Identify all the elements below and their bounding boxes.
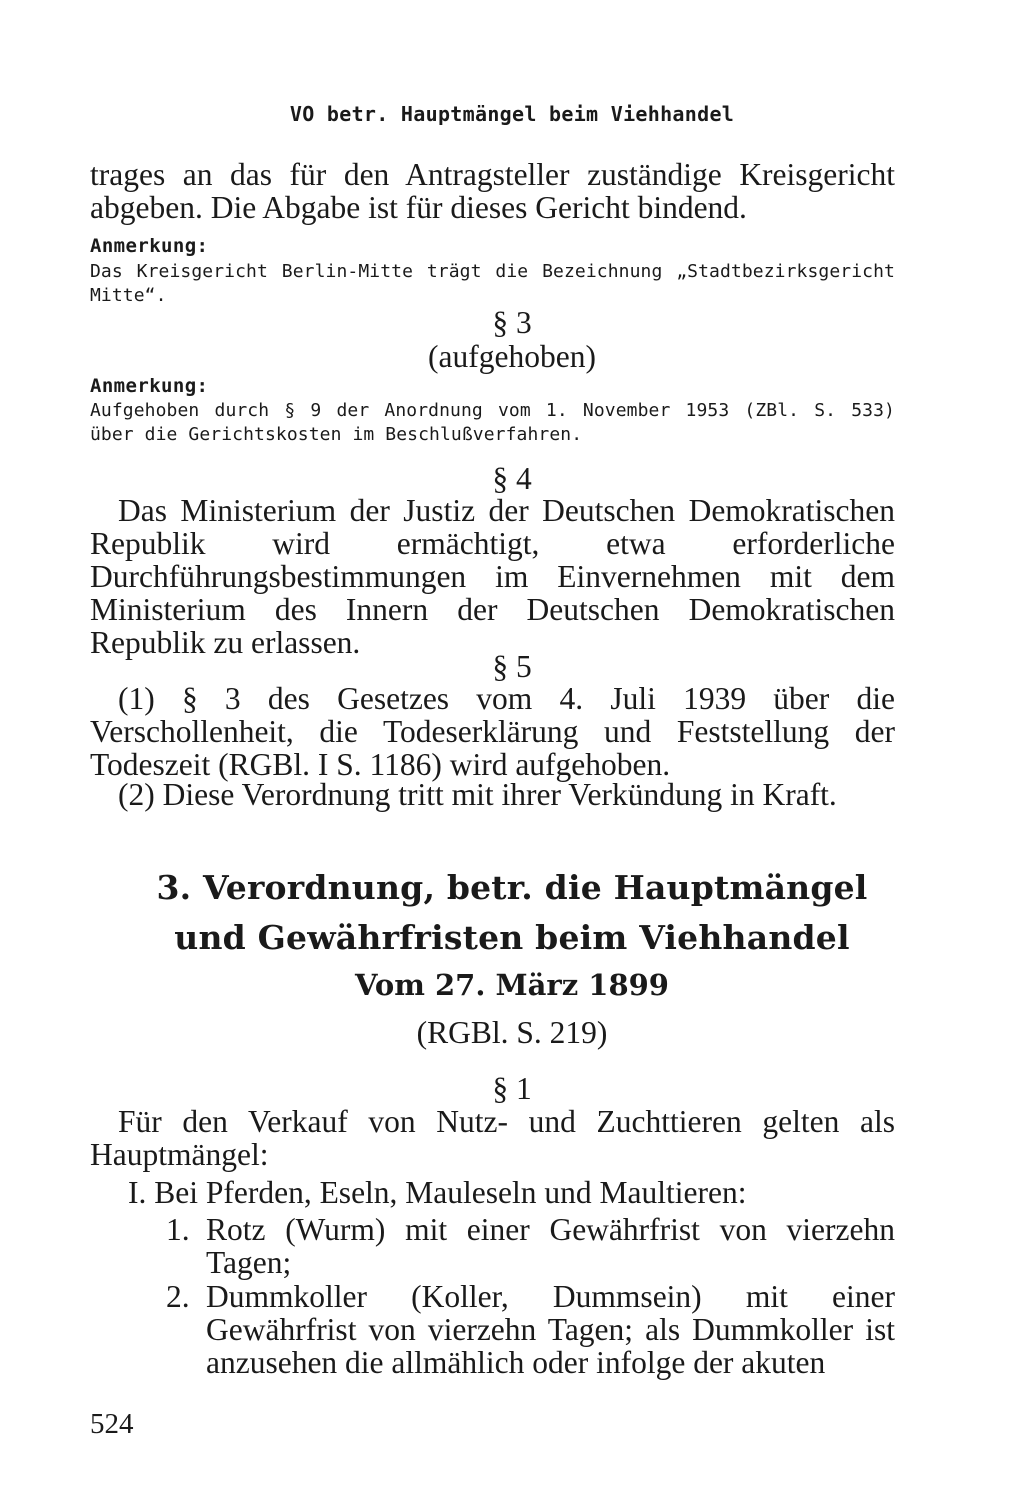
ordinance-date: Vom 27. März 1899 [355,968,669,1002]
section-3-note-text: Aufgehoben durch § 9 der Anordnung vom 1. November 1953 (ZBl. S. 533) über die Gerichtskosten im Beschlußverfahren. [90,400,895,445]
section-3-status: (aufgehoben) [428,339,596,374]
page-number: 524 [90,1408,134,1440]
list-item-number: 1. [166,1212,190,1247]
list-item [168,1280,895,1379]
ordinance-section-1-number: § 1 [492,1071,532,1106]
ordinance-section-1-intro: Für den Verkauf von Nutz- und Zuchttieren gelten als Hauptmängel: [90,1104,895,1172]
list-item [168,1213,895,1279]
section-4-number: § 4 [492,461,532,496]
section-5-paragraph-2: (2) Diese Verordnung tritt mit ihrer Verkündung in Kraft. [118,777,837,812]
continuation-paragraph: trages an das für den Antragsteller zuständige Kreisgericht abgeben. Die Abgabe ist für dieses Gericht bindend. [90,157,895,225]
ordinance-title-line-1: 3. Verordnung, betr. die Hauptmängel [156,868,868,907]
note-text: Das Kreisgericht Berlin-Mitte trägt die Bezeichnung „Stadtbezirksgericht Mitte“. [90,261,895,306]
section-5-paragraph-1: (1) § 3 des Gesetzes vom 4. Juli 1939 über die Verschollenheit, die Todeserklärung und Feststellung der Todeszeit (RGBl. I S. 1186) wird aufgehoben. [90,681,895,782]
section-4-text: Das Ministerium der Justiz der Deutschen Demokratischen Republik wird ermächtigt, etwa erforderliche Durchführungsbestimmungen im Einvernehmen mit dem Ministerium des Innern der Deutschen Demokratischen Republik zu erlassen. [90,493,895,660]
note-label: Anmerkung: [90,235,209,257]
section-3-number: § 3 [492,305,532,340]
list-item-text: Dummkoller (Koller, Dummsein) mit einer Gewährfrist von vierzehn Tagen; als Dummkoller ist anzusehen die allmählich oder infolge der akuten [206,1279,895,1380]
section-3-note-label: Anmerkung: [90,375,209,397]
ordinance-title-line-2: und Gewährfristen beim Viehhandel [174,918,850,957]
running-head: VO betr. Hauptmängel beim Viehhandel [289,102,735,126]
list-item-text: Rotz (Wurm) mit einer Gewährfrist von vierzehn Tagen; [206,1212,895,1280]
ordinance-source: (RGBl. S. 219) [416,1015,608,1050]
ordinance-group-heading: I. Bei Pferden, Eseln, Mauleseln und Maultieren: [128,1175,747,1210]
list-item-number: 2. [166,1279,190,1314]
section-5-number: § 5 [492,649,532,684]
